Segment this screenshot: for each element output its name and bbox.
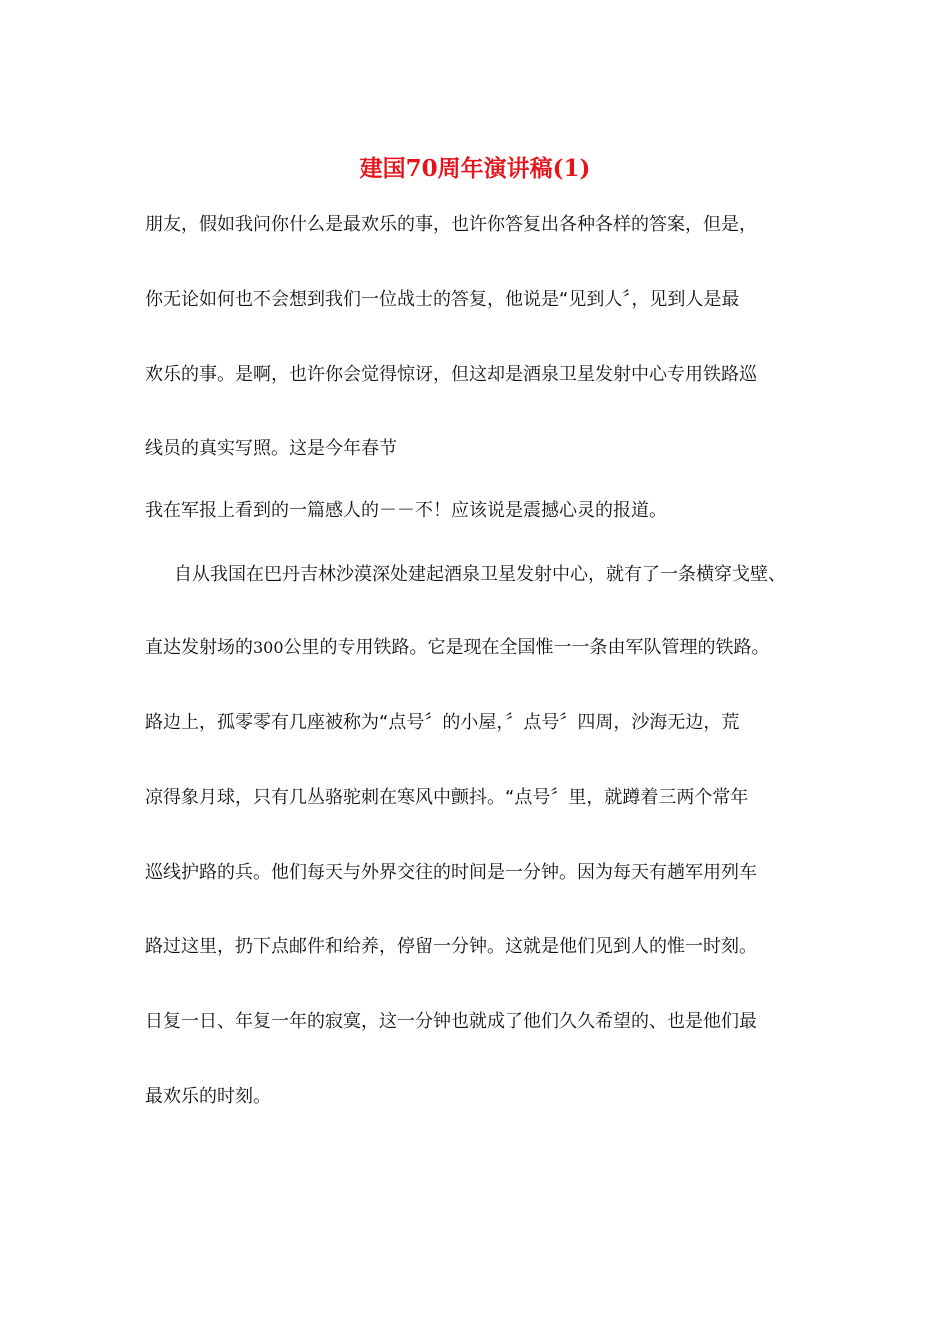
paragraph-line-indented: 自从我国在巴丹吉林沙漠深处建起酒泉卫星发射中心，就有了一条横穿戈壁、 — [174, 564, 786, 585]
line-text: 公里的专用铁路。它是现在全国惟一一条由军队管理的铁路。 — [283, 637, 770, 658]
paragraph-line: 巡线护路的兵。他们每天与外界交往的时间是一分钟。因为每天有趟军用列车 — [145, 862, 757, 883]
distance-number: 300 — [253, 638, 284, 657]
paragraph-line: 最欢乐的时刻。 — [145, 1086, 271, 1107]
line-text: 直达发射场的 — [145, 637, 253, 658]
paragraph-line: 凉得象月球，只有几丛骆驼刺在寒风中颤抖。“点号〞里，就蹲着三两个常年 — [145, 787, 749, 808]
paragraph-line: 线员的真实写照。这是今年春节 — [145, 438, 397, 459]
paragraph-line: 欢乐的事。是啊，也许你会觉得惊讶，但这却是酒泉卫星发射中心专用铁路巡 — [145, 364, 757, 385]
paragraph-line: 路过这里，扔下点邮件和给养，停留一分钟。这就是他们见到人的惟一时刻。 — [145, 936, 757, 957]
paragraph-line: 路边上，孤零零有几座被称为“点号〞的小屋，〞点号〞四周，沙海无边，荒 — [145, 712, 740, 733]
paragraph-line: 你无论如何也不会想到我们一位战士的答复，他说是“见到人〞，见到人是最 — [145, 289, 740, 310]
paragraph-line: 日复一日、年复一年的寂寞，这一分钟也就成了他们久久希望的、也是他们最 — [145, 1011, 757, 1032]
paragraph-line: 朋友，假如我问你什么是最欢乐的事，也许你答复出各种各样的答案，但是， — [145, 214, 757, 235]
document-title: 建国70周年演讲稿(1) — [359, 155, 591, 182]
paragraph-line-with-number — [145, 636, 770, 660]
paragraph-line: 我在军报上看到的一篇感人的－－不！应该说是震撼心灵的报道。 — [145, 500, 667, 521]
